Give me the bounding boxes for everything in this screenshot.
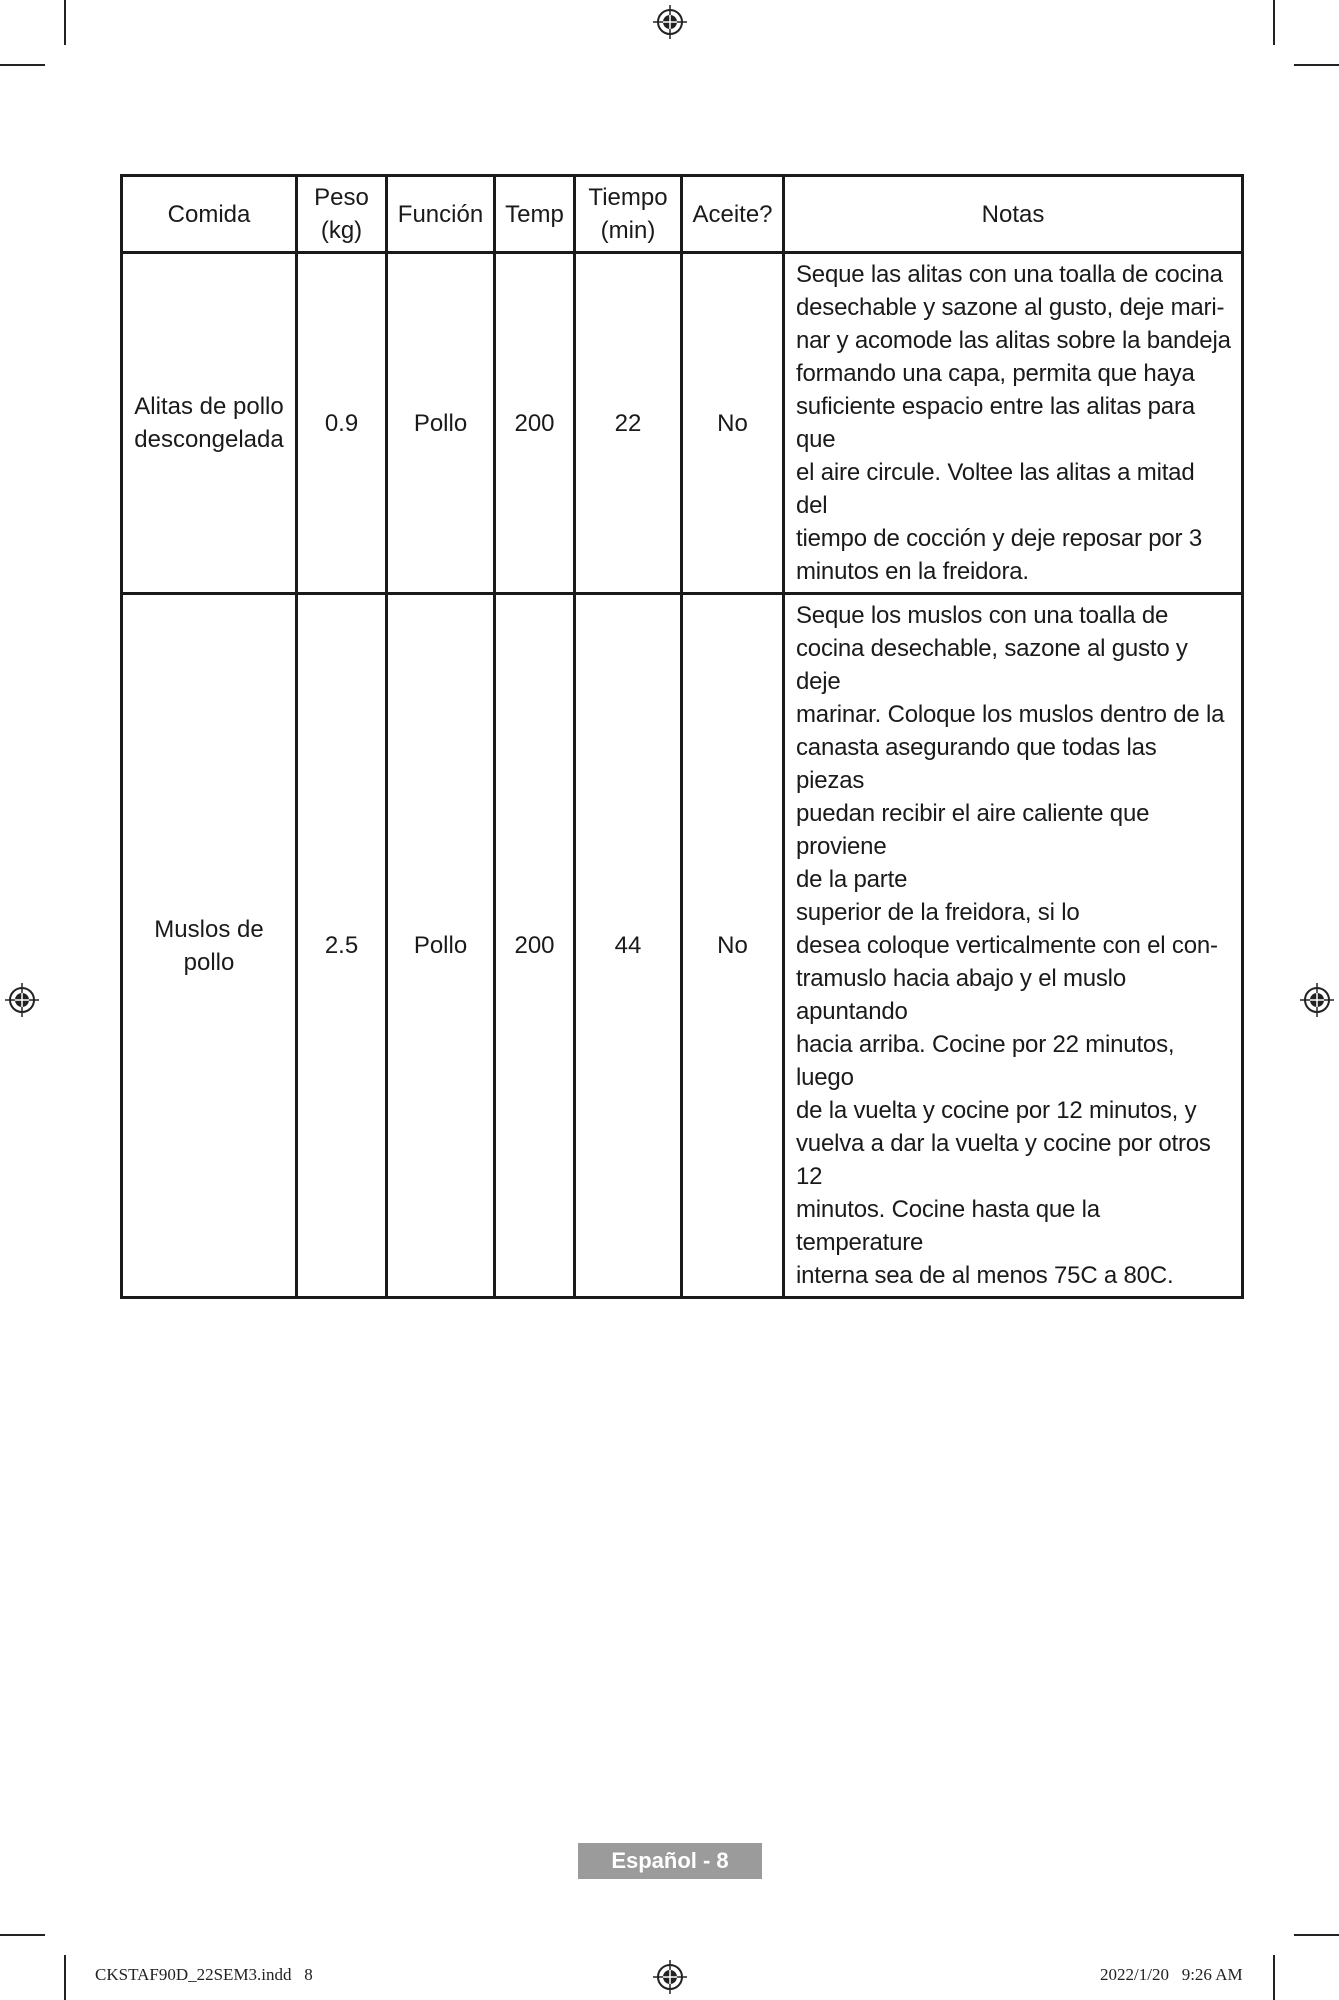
crop-mark-bottom-left-v [64,1955,66,2000]
cell-temp: 200 [495,253,575,594]
header-peso [297,176,387,253]
header-tiempo [575,176,682,253]
notes-line: tiempo de cocción y deje reposar por 3 [796,525,1202,552]
header-aceite: Aceite? [682,176,784,253]
slug-timestamp: 2022/1/20 9:26 AM [1100,1965,1243,1984]
header-tiempo-line: Tiempo [588,184,668,211]
notes-line: marinar. Coloque los muslos dentro de la [796,701,1225,728]
notes-line: desea coloque verticalmente con el con- [796,932,1218,959]
cell-peso: 0.9 [297,253,387,594]
notes-line: suficiente espacio entre las alitas para que [796,393,1195,453]
header-temp: Temp [495,176,575,253]
notes-line: tramuslo hacia abajo y el muslo apuntando [796,965,1126,1025]
cell-aceite: No [682,594,784,1298]
table-row [122,594,1243,1298]
cell-aceite: No [682,253,784,594]
notes-line: interna sea de al menos 75C a 80C. [796,1262,1174,1289]
comida-line: Alitas de pollo [134,393,284,420]
notes-line: formando una capa, permita que haya [796,360,1195,387]
notes-line: puedan recibir el aire caliente que proviene [796,800,1150,860]
notes-line: hacia arriba. Cocine por 22 minutos, luego [796,1031,1175,1091]
header-funcion: Función [387,176,495,253]
cell-peso: 2.5 [297,594,387,1298]
notes-line: nar y acomode las alitas sobre la bandeja [796,327,1231,354]
notes-line: Seque los muslos con una toalla de [796,602,1169,629]
notes-line: Seque las alitas con una toalla de cocina [796,261,1223,288]
notes-line: minutos. Cocine hasta que la temperature [796,1196,1100,1256]
registration-mark-icon [1300,983,1334,1017]
cell-comida [122,253,297,594]
notes-line: de la parte [796,866,908,893]
registration-mark-icon [653,1960,687,1994]
cell-temp: 200 [495,594,575,1298]
notes-line: el aire circule. Voltee las alitas a mitad del [796,459,1195,519]
notes-line: minutos en la freidora. [796,558,1029,585]
cell-funcion: Pollo [387,594,495,1298]
notes-line: desechable y sazone al gusto, deje mari- [796,294,1225,321]
slug-filename: CKSTAF90D_22SEM3.indd 8 [95,1965,313,1984]
table-row [122,253,1243,594]
header-notas: Notas [784,176,1243,253]
crop-mark-top-left-h [0,64,45,66]
notes-line: superior de la freidora, si lo [796,899,1080,926]
cell-tiempo: 44 [575,594,682,1298]
crop-mark-top-right-v [1273,0,1275,45]
header-comida: Comida [122,176,297,253]
crop-mark-bottom-right-v [1273,1955,1275,2000]
comida-line: pollo [183,948,235,976]
notes-line: vuelva a dar la vuelta y cocine por otros 12 [796,1130,1211,1190]
crop-mark-top-left-v [64,0,66,45]
header-peso-line: Peso [314,184,369,211]
table-header-row [122,176,1243,253]
crop-mark-bottom-left-h [0,1934,45,1936]
cooking-table [120,174,1244,1299]
cell-notas [784,594,1243,1298]
cell-funcion: Pollo [387,253,495,594]
registration-mark-icon [5,983,39,1017]
header-tiempo-line: (min) [600,217,656,244]
comida-line: descongelada [134,426,284,453]
cell-notas [784,253,1243,594]
notes-line: de la vuelta y cocine por 12 minutos, y [796,1097,1197,1124]
cell-tiempo: 22 [575,253,682,594]
notes-line: cocina desechable, sazone al gusto y deje [796,635,1188,695]
registration-mark-icon [653,5,687,39]
crop-mark-top-right-h [1294,64,1339,66]
page-number-badge: Español - 8 [578,1843,762,1879]
comida-line: Muslos de [154,915,264,943]
header-peso-line: (kg) [320,217,363,244]
cell-comida [122,594,297,1298]
crop-mark-bottom-right-h [1294,1934,1339,1936]
notes-line: canasta asegurando que todas las piezas [796,734,1157,794]
